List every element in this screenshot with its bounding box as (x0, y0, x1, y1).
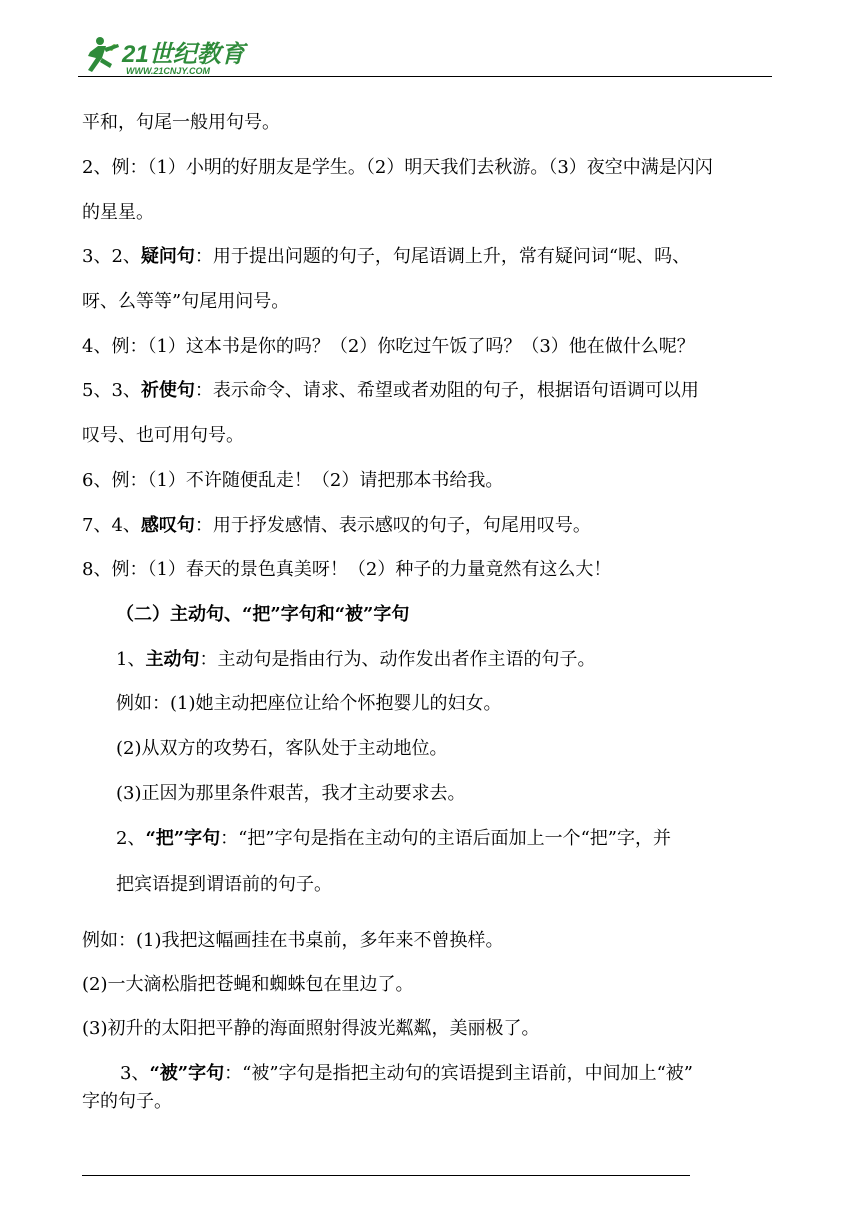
line-rest: ：“被”字句是指把主动句的宾语提到主语前，中间加上“被” (224, 1063, 693, 1084)
line-rest: ：主动句是指由行为、动作发出者作主语的句子。 (199, 649, 596, 670)
line-prefix: 3、 (120, 1063, 150, 1084)
term-bold: “被”字句 (149, 1063, 225, 1084)
text-line: 的星星。 (82, 202, 154, 223)
line-rest: ：用于抒发感情、表示感叹的句子，句尾用叹号。 (194, 515, 591, 536)
text-line: (3)正因为那里条件艰苦，我才主动要求去。 (116, 783, 466, 804)
line-rest: ：用于提出问题的句子，句尾语调上升，常有疑问词“呢、吗、 (194, 246, 691, 267)
term-bold: 感叹句 (140, 515, 195, 536)
text-line: (2)一大滴松脂把苍蝇和蜘蛛包在里边了。 (82, 974, 414, 995)
term-bold: 主动句 (145, 649, 200, 670)
text-line: 字的句子。 (82, 1091, 172, 1112)
footer-rule (82, 1175, 690, 1176)
text-line: (3)初升的太阳把平静的海面照射得波光粼粼，美丽极了。 (82, 1018, 540, 1039)
line-rest: ：表示命令、请求、希望或者劝阻的句子，根据语句语调可以用 (194, 380, 699, 401)
term-bold: “把”字句 (145, 828, 221, 849)
line-rest: ：“把”字句是指在主动句的主语后面加上一个“把”字，并 (220, 828, 671, 849)
text-line (120, 1062, 693, 1086)
text-line (116, 827, 671, 851)
header-rule (78, 76, 772, 77)
text-line: 叹号、也可用句号。 (82, 425, 244, 446)
term-bold: 祈使句 (140, 380, 195, 401)
line-prefix: 3、2、 (82, 246, 141, 267)
text-line: 例如：(1)我把这幅画挂在书桌前，多年来不曾换样。 (82, 930, 504, 951)
logo-url: WWW.21CNJY.COM (126, 66, 211, 76)
line-prefix: 7、4、 (82, 515, 141, 536)
line-prefix: 2、 (116, 828, 146, 849)
text-line: 呀、么等等”句尾用问号。 (82, 291, 290, 312)
text-line (116, 648, 595, 672)
text-line: (2)从双方的攻势石，客队处于主动地位。 (116, 738, 448, 759)
text-line (82, 379, 699, 403)
term-bold: 疑问句 (140, 246, 195, 267)
text-line: 4、例：（1）这本书是你的吗？（2）你吃过午饭了吗？（3）他在做什么呢？ (82, 336, 695, 357)
logo-text: 21世纪教育 (122, 41, 245, 68)
section-heading: （二）主动句、“把”字句和“被”字句 (116, 604, 410, 625)
page-header (78, 32, 774, 78)
text-line: 2、例：（1）小明的好朋友是学生。（2）明天我们去秋游。（3）夜空中满是闪闪 (82, 157, 713, 178)
text-line: 6、例：（1）不许随便乱走！（2）请把那本书给我。 (82, 470, 504, 491)
text-line (82, 514, 591, 538)
line-prefix: 1、 (116, 649, 146, 670)
text-line: 例如：(1)她主动把座位让给个怀抱婴儿的妇女。 (116, 693, 502, 714)
text-line: 把宾语提到谓语前的句子。 (116, 874, 332, 895)
text-line (82, 245, 690, 269)
logo (78, 32, 278, 78)
text-line: 平和，句尾一般用句号。 (82, 112, 280, 133)
text-line: 8、例：（1）春天的景色真美呀！（2）种子的力量竟然有这么大！ (82, 559, 612, 580)
line-prefix: 5、3、 (82, 380, 141, 401)
